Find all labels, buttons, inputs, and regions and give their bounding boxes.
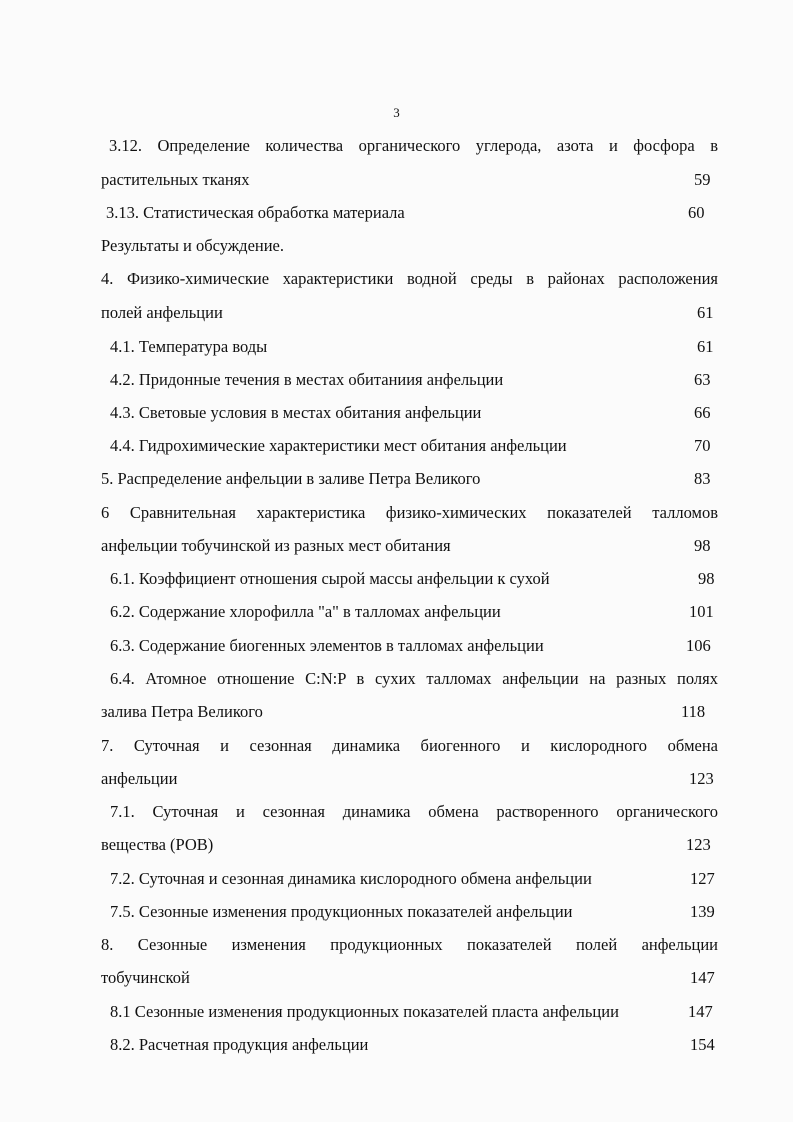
toc-page: 147 — [690, 968, 715, 987]
toc-line: 4. Физико-химические характеристики водной среды в районах расположения — [101, 269, 718, 288]
toc-line: тобучинской — [101, 968, 190, 987]
toc-line: анфельции тобучинской из разных мест обитания — [101, 536, 451, 555]
toc-line: 6.2. Содержание хлорофилла "а" в талломах анфельции — [110, 602, 501, 621]
toc-line: 8.1 Сезонные изменения продукционных показателей пласта анфельции — [110, 1002, 619, 1021]
toc-page: 70 — [694, 436, 711, 455]
toc-page: 83 — [694, 469, 711, 488]
page-number: 3 — [393, 105, 400, 120]
toc-line: 3.12. Определение количества органического углерода, азота и фосфора в — [109, 136, 718, 155]
toc-line: 6.3. Содержание биогенных элементов в талломах анфельции — [110, 636, 544, 655]
toc-page: 61 — [697, 337, 714, 356]
toc-line: 4.1. Температура воды — [110, 337, 268, 356]
toc-line: 8. Сезонные изменения продукционных показателей полей анфельции — [101, 935, 718, 954]
toc-page: 60 — [688, 203, 705, 222]
toc-line: 8.2. Расчетная продукция анфельции — [110, 1035, 369, 1054]
toc-line: 4.3. Световые условия в местах обитания анфельции — [110, 403, 482, 422]
toc-page: 61 — [697, 303, 714, 322]
toc-page: 66 — [694, 403, 711, 422]
toc-line: 4.4. Гидрохимические характеристики мест обитания анфельции — [110, 436, 567, 455]
toc-page: 101 — [689, 602, 714, 621]
toc-line: 4.2. Придонные течения в местах обитаниия анфельции — [110, 370, 504, 389]
toc-line: вещества (РОВ) — [101, 835, 214, 854]
toc-page: 106 — [686, 636, 711, 655]
toc-line: 7.5. Сезонные изменения продукционных показателей анфельции — [110, 902, 573, 921]
toc-page: 139 — [690, 902, 715, 921]
toc-line: Результаты и обсуждение. — [101, 236, 285, 255]
toc-line: анфельции — [101, 769, 178, 788]
toc-page: 123 — [689, 769, 714, 788]
toc-line: полей анфельции — [101, 303, 223, 322]
toc-line: 6.1. Коэффициент отношения сырой массы анфельции к сухой — [110, 569, 550, 588]
toc-page: 98 — [698, 569, 715, 588]
toc-line: 7.1. Суточная и сезонная динамика обмена растворенного органического — [110, 802, 718, 821]
toc-line: 6 Сравнительная характеристика физико-химических показателей талломов — [101, 503, 718, 522]
toc-page: 118 — [681, 702, 706, 721]
toc-line: 7.2. Суточная и сезонная динамика кислородного обмена анфельции — [110, 869, 592, 888]
toc-line: 6.4. Атомное отношение C:N:P в сухих талломах анфельции на разных полях — [110, 669, 718, 688]
toc-page: 59 — [694, 170, 711, 189]
toc-page: 154 — [690, 1035, 715, 1054]
toc-line: 5. Распределение анфельции в заливе Петра Великого — [101, 469, 481, 488]
toc-page: 63 — [694, 370, 711, 389]
toc-page: 147 — [688, 1002, 713, 1021]
toc-line: 3.13. Статистическая обработка материала — [106, 203, 405, 222]
toc-line: растительных тканях — [101, 170, 250, 189]
toc-page: 98 — [694, 536, 711, 555]
toc-page: 127 — [690, 869, 715, 888]
toc-line: 7. Суточная и сезонная динамика биогенного и кислородного обмена — [101, 736, 718, 755]
toc-line: залива Петра Великого — [101, 702, 263, 721]
toc-page: 123 — [686, 835, 711, 854]
